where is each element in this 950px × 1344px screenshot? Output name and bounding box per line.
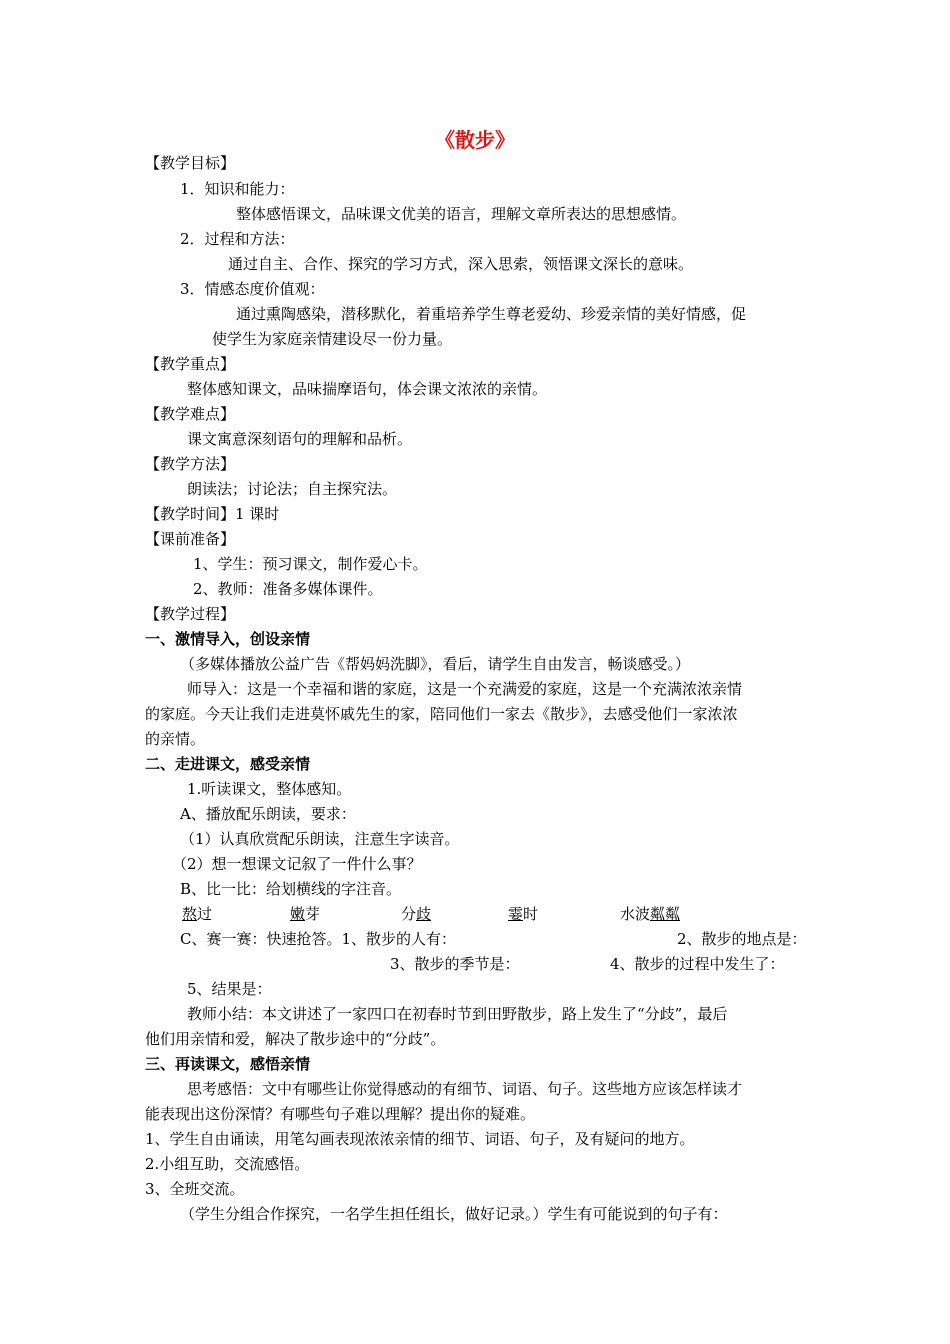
document-title: 《散步》 <box>435 128 515 152</box>
goal-2-text: 通过自主、合作、探究的学习方式，深入思索，领悟课文深长的意味。 <box>228 255 694 273</box>
step-3-note: （学生分组合作探究，一名学生担任组长，做好记录。）学生有可能说到的句子有： <box>180 1205 728 1223</box>
word-3-rest: 分 <box>401 905 417 923</box>
word-1 <box>182 905 212 923</box>
word-4-underlined: 霎 <box>508 905 524 923</box>
key-points-text: 整体感知课文，品味揣摩语句，体会课文浓浓的亲情。 <box>187 380 548 398</box>
step-3-prompt-line2: 能表现出这份深情？有哪些句子难以理解？提出你的疑难。 <box>145 1105 536 1123</box>
word-2-rest: 芽 <box>305 905 321 923</box>
section-heading-process: 【教学过程】 <box>145 605 236 623</box>
step-2-item-b: B、比一比：给划横线的字注音。 <box>180 880 402 898</box>
quiz-line2-left: 3、散步的季节是： <box>390 955 520 973</box>
summary-line1: 教师小结：本文讲述了一家四口在初春时节到田野散步，路上发生了“分歧”，最后 <box>187 1005 728 1023</box>
summary-line2: 他们用亲情和爱，解决了散步途中的“分歧”。 <box>145 1030 446 1048</box>
goal-3-text-line2: 使学生为家庭亲情建设尽一份力量。 <box>212 330 453 348</box>
step-1-note: （多媒体播放公益广告《帮妈妈洗脚》，看后，请学生自由发言，畅谈感受。） <box>180 655 691 673</box>
section-heading-methods: 【教学方法】 <box>145 455 236 473</box>
step-3-item-3: 3、全班交流。 <box>145 1180 245 1198</box>
step-2-item-1: 1.听读课文，整体感知。 <box>187 780 352 798</box>
step-2-item-a1: （1）认真欣赏配乐朗读，注意生字读音。 <box>180 830 460 848</box>
word-4-rest: 时 <box>523 905 539 923</box>
step-1-heading: 一、激情导入，创设亲情 <box>145 630 311 648</box>
step-3-heading: 三、再读课文，感悟亲情 <box>145 1055 311 1073</box>
prep-item-2: 2、教师：准备多媒体课件。 <box>193 580 383 598</box>
section-heading-key-points: 【教学重点】 <box>145 355 236 373</box>
word-3-underlined: 歧 <box>416 905 432 923</box>
word-5 <box>620 905 680 923</box>
difficulties-text: 课文寓意深刻语句的理解和品析。 <box>187 430 413 448</box>
word-5-underlined: 粼粼 <box>650 905 681 923</box>
goal-2-label: 2．过程和方法： <box>180 230 295 248</box>
goal-1-label: 1．知识和能力： <box>180 180 295 198</box>
goal-1-text: 整体感悟课文，品味课文优美的语言，理解文章所表达的思想感情。 <box>236 205 687 223</box>
prep-item-1: 1、学生：预习课文，制作爱心卡。 <box>193 555 428 573</box>
step-3-item-2: 2.小组互助，交流感悟。 <box>145 1155 310 1173</box>
section-heading-goals: 【教学目标】 <box>145 154 236 172</box>
quiz-line1-left: C、赛一赛：快速抢答。1、散步的人有： <box>180 930 457 948</box>
section-heading-difficulties: 【教学难点】 <box>145 405 236 423</box>
word-1-rest: 过 <box>197 905 213 923</box>
step-2-heading: 二、走进课文，感受亲情 <box>145 755 311 773</box>
step-1-intro-line2: 的家庭。今天让我们走进莫怀戚先生的家，陪同他们一家去《散步》，去感受他们一家浓浓 <box>145 705 738 723</box>
goal-3-label: 3．情感态度价值观： <box>180 280 325 298</box>
quiz-line3: 5、结果是： <box>187 980 272 998</box>
step-2-item-a2: （2）想一想课文记叙了一件什么事？ <box>172 855 422 873</box>
methods-text: 朗读法；讨论法；自主探究法。 <box>187 480 398 498</box>
word-3 <box>401 905 431 923</box>
section-heading-time: 【教学时间】1 课时 <box>145 505 280 523</box>
step-1-intro-line1: 师导入：这是一个幸福和谐的家庭，这是一个充满爱的家庭，这是一个充满浓浓亲情 <box>187 680 743 698</box>
quiz-line1-right: 2、散步的地点是： <box>677 930 807 948</box>
word-5-rest: 水波 <box>620 905 651 923</box>
section-heading-preparation: 【课前准备】 <box>145 530 236 548</box>
goal-3-text-line1: 通过熏陶感染，潜移默化，着重培养学生尊老爱幼、珍爱亲情的美好情感，促 <box>236 305 747 323</box>
word-1-underlined: 熬 <box>182 905 198 923</box>
word-2-underlined: 嫩 <box>290 905 306 923</box>
quiz-line2-right: 4、散步的过程中发生了： <box>610 955 785 973</box>
step-1-intro-line3: 的亲情。 <box>145 730 206 748</box>
word-2 <box>290 905 320 923</box>
step-3-prompt-line1: 思考感悟：文中有哪些让你觉得感动的有细节、词语、句子。这些地方应该怎样读才 <box>187 1080 743 1098</box>
step-2-item-a: A、播放配乐朗读，要求： <box>180 805 356 823</box>
step-3-item-1: 1、学生自由诵读，用笔勾画表现浓浓亲情的细节、词语、句子，及有疑问的地方。 <box>145 1130 695 1148</box>
word-4 <box>508 905 538 923</box>
